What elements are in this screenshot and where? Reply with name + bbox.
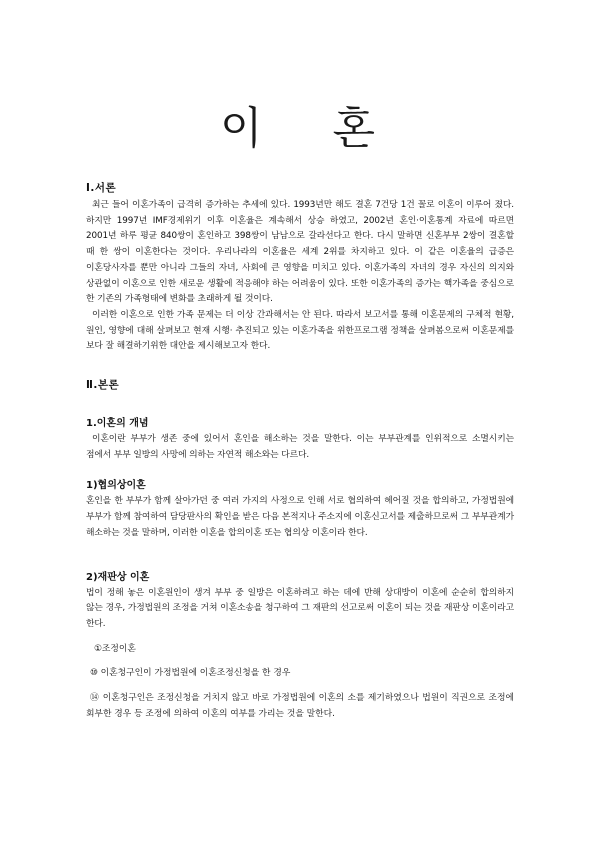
section-divorce-concept [86, 414, 514, 463]
introduction-paragraph-2: 이러한 이혼으로 인한 가족 문제는 더 이상 간과해서는 안 된다. 따라서 보고서를 통해 이혼문제의 구체적 현황, 원인, 영향에 대해 살펴보고 현재 시행· 추진되고 있는 이혼가족을 위한프로그램 정책을 살펴봄으로써 이혼문제를 보다 잘 해결하기위한 대안을 제시해보고자 한다. [86, 309, 514, 352]
mediation-case-2: ⑭ 이혼청구인은 조정신청을 거치지 않고 바로 가정법원에 이혼의 소를 제기하였으나 법원이 직권으로 조정에 회부한 경우 등 조정에 의하여 이혼의 여부를 가리는 것을 말한다. [86, 693, 514, 719]
judicial-paragraph: 법이 정해 놓은 이혼원인이 생겨 부부 중 일방은 이혼하려고 하는 데에 반해 상대방이 이혼에 순순히 합의하지 않는 경우, 가정법원의 조정을 거쳐 이혼소송을 청구하여 그 재판의 선고로써 이혼이 되는 것을 재판상 이혼이라고 한다. [86, 587, 514, 629]
agreement-paragraph: 혼인을 한 부부가 함께 살아가던 중 여러 가지의 사정으로 인해 서로 협의하여 헤어질 것을 합의하고, 가정법원에 부부가 함께 참여하여 담당판사의 확인을 받은 다음 본적지나 주소지에 이혼신고서를 제출하므로써 그 부부관계가 해소하는 것을 말하며, 이러한 이혼을 합의이혼 또는 협의상 이혼이라 한다. [86, 496, 514, 538]
agreement-heading: 1)협의상이혼 [86, 480, 146, 492]
body-heading: Ⅱ.본론 [86, 379, 120, 392]
section-judicial-divorce [86, 568, 514, 633]
mediation-case-1: ⑩ 이혼청구인이 가정법원에 이혼조정신청을 한 경우 [90, 668, 291, 679]
section-body [86, 377, 514, 392]
mediation-label: ①조정이혼 [94, 643, 136, 654]
section-introduction [86, 180, 514, 355]
concept-paragraph: 이혼이란 부부가 생존 중에 있어서 혼인을 해소하는 것을 말한다. 이는 부부관계를 인위적으로 소멸시키는 점에서 부부 일방의 사망에 의하는 자연적 해소와는 다르다. [86, 434, 514, 460]
document-content [86, 180, 514, 722]
introduction-paragraph-1: 최근 들어 이혼가족이 급격히 증가하는 추세에 있다. 1993년만 해도 결혼 7건당 1건 꼴로 이혼이 이루어 졌다. 하지만 1997년 IMF경제위기 이후 이혼율은 계속해서 상승 하였고, 2002년 혼인·이혼통계 자료에 따르면 2001년 하루 평균 840쌍이 혼인하고 398쌍이 남남으로 갈라선다고 한다. 다시 말하면 신혼부부 2쌍이 결혼할 때 한 쌍이 이혼한다는 것이다. 우리나라의 이혼율은 세계 2위를 차지하고 있다. 이 같은 이혼율의 급증은 이혼당사자를 뿐만 아니라 그들의 자녀, 사회에 큰 영향을 미치고 있다. 이혼가족의 자녀의 경우 자신의 의지와 상관없이 이혼으로 인한 새로운 생활에 적응해야 하는 어려움이 있다. 또한 이혼가족의 증가는 핵가족을 중심으로 한 기존의 가족형태에 변화를 초래하게 될 것이다. [86, 200, 514, 305]
judicial-heading: 2)재판상 이혼 [86, 571, 150, 583]
document-title: 이 혼 [220, 103, 403, 154]
section-agreement-divorce [86, 476, 514, 541]
concept-heading: 1.이혼의 개념 [86, 418, 149, 430]
introduction-heading: Ⅰ.서론 [86, 182, 117, 194]
